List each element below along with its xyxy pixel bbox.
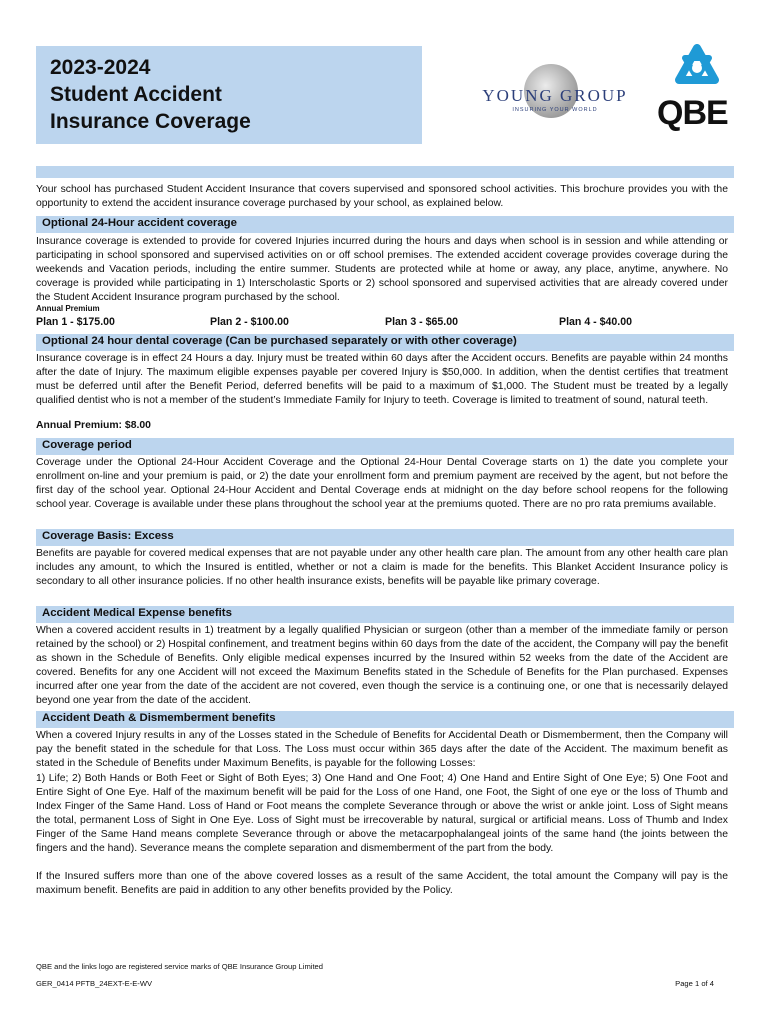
young-group-name: YOUNG GROUP — [482, 86, 628, 105]
intro-paragraph: Your school has purchased Student Accident Insurance that covers supervised and sponsored school activities. This brochure provides you with the opportunity to extend the accident insurance coverage purchased by your school, as explained below. — [36, 184, 728, 209]
section-heading: Coverage Basis: Excess — [42, 530, 174, 542]
trademark-notice: QBE and the links logo are registered service marks of QBE Insurance Group Limited — [36, 962, 324, 971]
annual-premium-label: Annual Premium — [36, 304, 100, 313]
death-body-1: When a covered Injury results in any of the Losses stated in the Schedule of Benefits for Accidental Death or Dismemberment, then the Company will pay the benefit stated in the schedule for that Loss. The Loss must occur within 365 days after the date of the Accident. The maximum benefit as stated in the Schedule of Benefits under Maximum Benefits, is payable for the following Losses: — [36, 730, 728, 769]
young-group-logo — [470, 62, 640, 122]
section-heading: Coverage period — [42, 439, 132, 451]
section-heading: Accident Death & Dismemberment benefits — [42, 712, 276, 724]
title-line-year: 2023-2024 — [50, 56, 151, 79]
title-line-1: Student Accident — [50, 83, 222, 106]
dental-annual-premium: Annual Premium: $8.00 — [36, 420, 151, 431]
header-divider-bar — [36, 166, 734, 178]
death-body-2: 1) Life; 2) Both Hands or Both Feet or Sight of Both Eyes; 3) One Hand and One Foot; 4) One Hand and Entire Sight of One Eye; 5) One Foot and Entire Sight of One Eye. Half of the maximum benefit will be paid for the Loss of one Hand, one Foot, the Sight of one eye or the loss of Thumb and Index Finger of the Same Hand. Loss of Hand or Foot means the complete Severance through or above the wrist or ankle joint. Loss of Sight means the total, permanent Loss of Sight in One Eye. Loss of Sight must be irrecoverable by natural, surgical or artificial means. Loss of Thumb and Index Finger of the Same Hand means complete Severance through or above the metacarpophalangeal joints of the same hand (the joints between the fingers and the hand). Severance means the complete separation and dismemberment of the part from the body. — [36, 773, 728, 854]
qbe-wordmark: QBE — [657, 94, 728, 132]
section-header-coverage-basis — [36, 529, 734, 546]
optional-24-body: Insurance coverage is extended to provide for covered Injuries incurred during the hours and days when school is in session and while attending or participating in school sponsored and supervised activities on or off school premises. The extended accident coverage provides coverage during the weekends and Vacation periods, including the entire summer. Students are protected while at home or away, any place, anytime, anywhere. No coverage is provided while participating in 1) Interscholastic Sports or 2) school sponsored and supervised activities that are already covered under the Student Accident Insurance program purchased by the school. — [36, 236, 728, 303]
title-line-2: Insurance Coverage — [50, 110, 251, 133]
plan-2-price: Plan 2 - $100.00 — [210, 316, 289, 328]
plan-4-price: Plan 4 - $40.00 — [559, 316, 633, 328]
qbe-links-icon — [655, 44, 739, 96]
title-banner — [36, 46, 422, 144]
dental-body: Insurance coverage is in effect 24 Hours a day. Injury must be treated within 60 days after the Accident occurs. Benefits are payable within 24 months after the date of Injury. The maximum eligible expenses payable per covered Injury is $50,000. In addition, when the dentist certifies that treatment must be deferred until after the Benefit Period, deferred benefits will be paid to a maximum of $1,000. The Student must be treated by a legally qualified dentist who is not a member of the student’s Immediate Family for Injury to teeth. Coverage is limited to treatment of sound, natural teeth. — [36, 353, 728, 406]
section-header-medical — [36, 606, 734, 623]
young-group-tagline: INSURING YOUR WORLD — [512, 107, 598, 113]
form-code: GER_0414 PFTB_24EXT-E-E-WV — [36, 979, 153, 988]
section-heading: Accident Medical Expense benefits — [42, 607, 232, 619]
plan-1-price: Plan 1 - $175.00 — [36, 316, 115, 328]
section-header-death — [36, 711, 734, 728]
section-heading: Optional 24 hour dental coverage (Can be purchased separately or with other coverage) — [42, 335, 517, 347]
section-heading: Optional 24-Hour accident coverage — [42, 217, 237, 229]
page-number: Page 1 of 4 — [675, 979, 714, 988]
document-title — [50, 54, 251, 135]
qbe-logo — [655, 44, 739, 136]
coverage-period-body: Coverage under the Optional 24-Hour Accident Coverage and the Optional 24-Hour Dental Coverage starts on 1) the date you complete your enrollment on-line and your premium is paid, or 2) the date your enrollment form and premium payment are received by the agent, but not before the first day of the school year. Optional 24-Hour Accident and Dental Coverage ends at midnight on the day before school reopens for the following school year. Coverage is available under these plans throughout the school year at the premiums quoted. There are no pro rata premiums available. — [36, 457, 728, 510]
medical-body: When a covered accident results in 1) treatment by a legally qualified Physician or surgeon (other than a member of the immediate family or person retained by the school) or 2) Hospital confinement, and treatment begins within 60 days from the date of the accident, the Company will pay the benefit as shown in the Schedule of Benefits. Only eligible medical expenses incurred by the Insured within 52 weeks from the date of the Accident are covered. Benefits for any one Accident will not exceed the Maximum Benefits stated in the Schedule of Benefits for the Plan purchased. Expenses incurred after one year from the date of the accident are not covered, even though the service is a continuing one, or one that is necessarily delayed beyond one year from the date of the accident. — [36, 625, 728, 706]
coverage-basis-body: Benefits are payable for covered medical expenses that are not payable under any other health care plan. The amount from any other health care plan includes any amount, to which the Insured is entitled, whether or not a claim is made for the benefits. This Blanket Accident Insurance policy is secondary to all other insurance policies. If no other health insurance exists, benefits will be payable like primary coverage. — [36, 548, 728, 587]
section-header-dental — [36, 334, 734, 351]
plan-3-price: Plan 3 - $65.00 — [385, 316, 459, 328]
section-header-coverage-period — [36, 438, 734, 455]
section-header-optional-24 — [36, 216, 734, 233]
death-body-3: If the Insured suffers more than one of the above covered losses as a result of the same Accident, the total amount the Company will pay is the maximum benefit. Benefits are paid in addition to any other benefits provided by the Policy. — [36, 871, 728, 896]
